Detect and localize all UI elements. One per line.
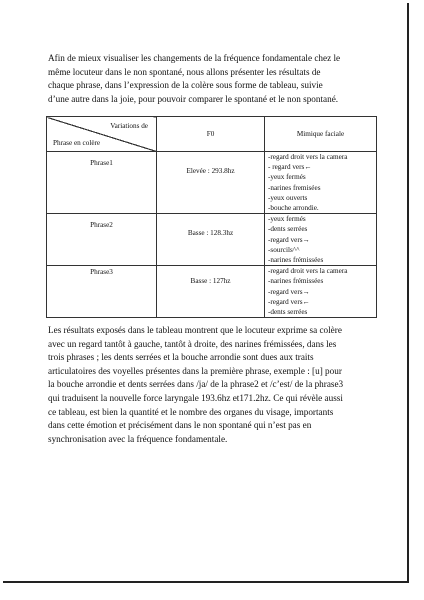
page-border-right: [407, 3, 409, 583]
table-row: [47, 266, 377, 318]
mimique-item: -bouche arrondie.: [268, 204, 319, 213]
column-header-f0: F0: [157, 117, 265, 152]
text-line: la bouche arrondie et dents serrées dans /ja/ de la phrase2 et /c’est/ de la phrase3: [48, 379, 344, 390]
mimique-cell: [265, 214, 377, 266]
f0-cell: Basse : 127hz: [157, 266, 265, 318]
mimique-item: - regard vers←: [268, 163, 312, 172]
table-row: [47, 214, 377, 266]
mimique-item: -regard vers→: [268, 235, 310, 244]
results-table: [46, 116, 377, 318]
text-line: synchronisation avec la fréquence fondamentale.: [48, 433, 228, 444]
text-line: qui traduisent la nouvelle force laryngale 193.6hz et171.2hz. Ce qui révèle aussi: [48, 392, 343, 403]
text-line: chaque phrase, dans l’expression de la colère sous forme de tableau, suivie: [48, 80, 323, 91]
mimique-item: -narines frémissées: [268, 277, 324, 286]
mimique-item: -dents serrées: [268, 225, 308, 234]
mimique-item: -yeux ouverts: [268, 193, 308, 202]
text-line: ce tableau, est bien la quantité et le nombre des organes du visage, importants: [48, 406, 334, 417]
phrase-cell: Phrase1: [47, 152, 157, 214]
text-line: avec un regard tantôt à gauche, tantôt à droite, des narines frémissées, dans les: [48, 338, 337, 349]
text-line: trois phrases ; les dents serrées et la bouche arrondie sont dues aux traits: [48, 352, 314, 363]
mimique-item: -yeux fermés: [268, 215, 306, 224]
corner-label-rows: Phrase en colère: [53, 138, 101, 147]
table-header-row: [47, 117, 377, 152]
mimique-item: -sourcils^^: [268, 245, 300, 254]
analysis-paragraph: [48, 324, 378, 446]
text-line: Afin de mieux visualiser les changements de la fréquence fondamentale chez le: [48, 53, 341, 63]
text-line: dans cette émotion et précisément dans le non spontané qui n’est pas en: [48, 420, 312, 431]
mimique-item: -dents serrées: [268, 308, 308, 317]
f0-cell: Basse : 128.3hz: [157, 214, 265, 266]
mimique-item: -narines frémissées: [268, 256, 324, 265]
column-header-mimique: Mimique faciale: [265, 117, 377, 152]
mimique-item: -regard droit vers la camera: [268, 267, 348, 276]
mimique-item: -regard droit vers la camera: [268, 153, 348, 161]
mimique-item: -regard vers←: [268, 297, 310, 306]
intro-paragraph: [48, 52, 378, 106]
text-line: articulatoires des voyelles présentes dans la première phrase, exemple : [u] pour: [48, 365, 342, 376]
f0-cell: Elevée : 293.8hz: [157, 152, 265, 214]
phrase-cell: Phrase2: [47, 214, 157, 266]
corner-label-columns: Variations de: [110, 122, 148, 130]
text-line: d’une autre dans la joie, pour pouvoir comparer le spontané et le non spontané.: [48, 93, 339, 104]
mimique-cell: [265, 266, 377, 318]
mimique-cell: [265, 152, 377, 214]
text-line: Les résultats exposés dans le tableau montrent que le locuteur exprime sa colère: [48, 325, 342, 335]
text-line: même locuteur dans le non spontané, nous allons présenter les résultats de: [48, 66, 321, 77]
diagonal-header-cell: [47, 117, 157, 152]
mimique-item: -narines fremisées: [268, 183, 321, 192]
mimique-item: -yeux fermés: [268, 173, 306, 182]
phrase-cell: Phrase3: [47, 266, 157, 318]
mimique-item: -regard vers→: [268, 287, 310, 296]
table-row: [47, 152, 377, 214]
page-border-bottom: [3, 581, 409, 583]
